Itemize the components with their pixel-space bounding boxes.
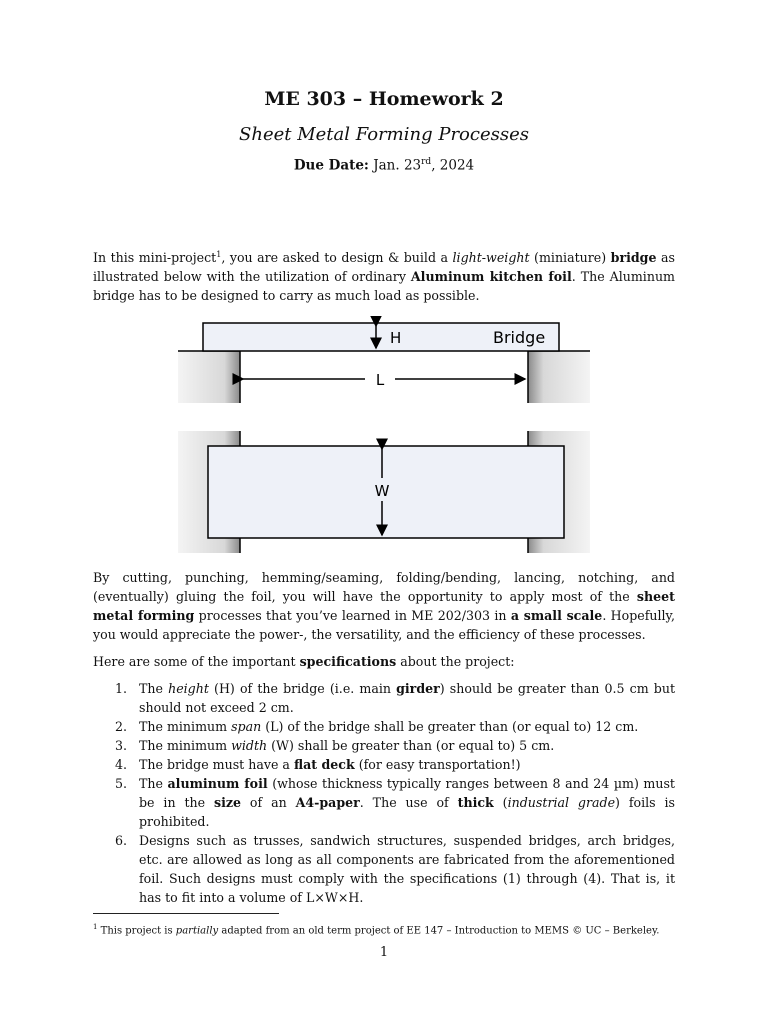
width-label: W [374,482,390,500]
bridge-figure [170,316,600,556]
processes-paragraph: By cutting, punching, hemming/seaming, folding/bending, lancing, notching, and (eventually) gluing the foil, you will have the opportunity to apply most of the sheet metal forming processes that you’ve learned in ME 202/303 in a small scale. Hopefully, you would appreciate the power-, the versatility, and the efficiency of these processes. [93,570,676,642]
bridge-label: Bridge [493,328,546,347]
due-date-sup: rd [421,157,432,167]
list-item: 2. The minimum span (L) of the bridge shall be greater than (or equal to) 12 cm. [115,719,639,734]
right-support [528,351,590,403]
due-date-value: Jan. 23 [373,157,422,174]
page-number: 1 [379,945,389,960]
due-date-label: Due Date: [293,157,369,174]
list-item: 6. Designs such as trusses, sandwich structures, suspended bridges, arch bridges, etc. are allowed as long as all components are fabricated from the aforementioned foil. Such designs must comply with the specifications (1) through (4). That is, it has to fit into a volume of L×W×H. [115,833,675,905]
page-subtitle: Sheet Metal Forming Processes [239,124,529,145]
specifications-intro: Here are some of the important specifications about the project: [93,654,515,669]
list-item: 4. The bridge must have a flat deck (for easy transportation!) [115,757,521,772]
intro-paragraph: In this mini-project$^1$, you are asked to design & build a light-weight (miniature) bridge as illustrated below with the utilization of ordinary Aluminum kitchen foil. The Aluminum bridge has to be designed to carry as much load as possible. [93,250,675,304]
list-item: 1. The height (H) of the bridge (i.e. main girder) should be greater than 0.5 cm but should not exceed 2 cm. [115,681,676,715]
specifications-list [93,679,675,907]
height-label: H [390,329,402,347]
due-date-year: , 2024 [431,157,475,174]
length-label: L [375,371,385,389]
page-title: ME 303 – Homework 2 [264,88,504,110]
left-support [178,351,240,403]
list-item: 5. The aluminum foil (whose thickness typically ranges between 8 and 24 µm) must be in the size of an A4-paper. The use of thick (industrial grade) foils is prohibited. [115,776,676,829]
footnote-divider [93,913,279,914]
footnote: $^1$ This project is partially adapted from an old term project of EE 147 – Introduction to MEMS © UC – Berkeley. [93,923,660,937]
list-item: 3. The minimum width (W) shall be greater than (or equal to) 5 cm. [115,738,555,753]
due-date [0,157,768,174]
footnote-marker: 1 [216,250,222,259]
